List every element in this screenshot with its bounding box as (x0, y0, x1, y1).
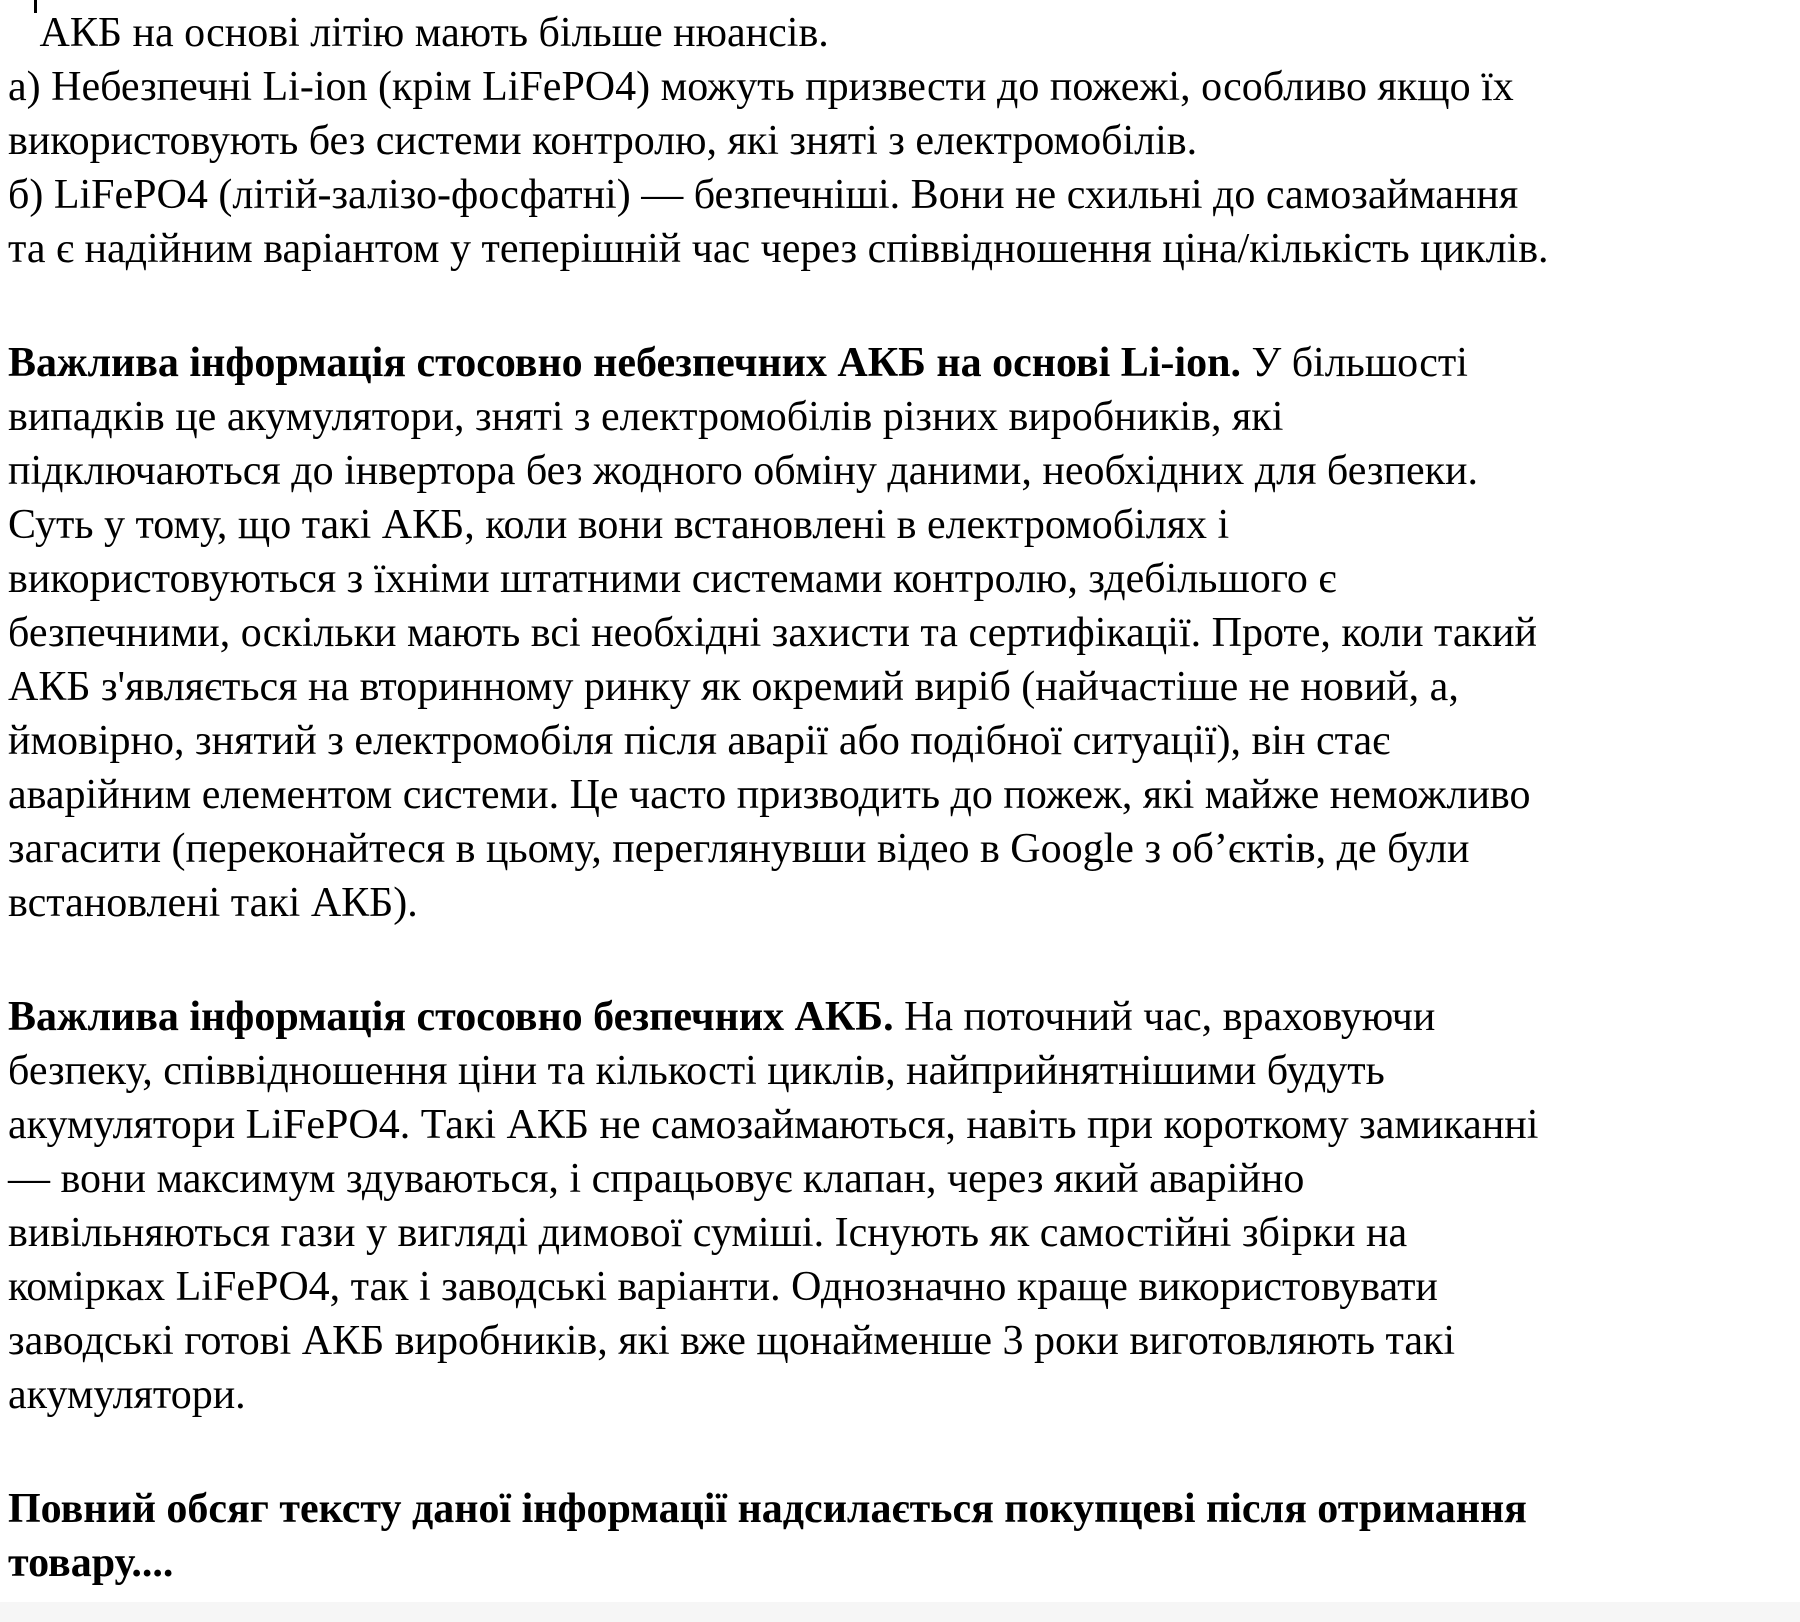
text-run: заводські готові АКБ виробників, які вже щонайменше 3 роки виготовляють такі (8, 1318, 1456, 1364)
text-line (8, 168, 1792, 222)
text-line (8, 1536, 1792, 1590)
text-run: б) LiFePO4 (літій-залізо-фосфатні) — безпечніші. Вони не схильні до самозаймання (8, 172, 1519, 218)
text-line (8, 390, 1792, 444)
text-line (8, 660, 1792, 714)
page-bottom-strip (0, 1602, 1800, 1622)
text-line (8, 1314, 1792, 1368)
text-run: та є надійним варіантом у теперішній час через співвідношення ціна/кількість циклів. (8, 226, 1549, 272)
text-run: використовують без системи контролю, які зняті з електромобілів. (8, 118, 1198, 164)
text-run: акумулятори LiFePO4. Такі АКБ не самозаймаються, навіть при короткому замиканні (8, 1102, 1539, 1148)
text-line (8, 444, 1792, 498)
text-line (8, 1044, 1792, 1098)
text-run: АКБ з'являється на вторинному ринку як окремий виріб (найчастіше не новий, а, (8, 664, 1459, 710)
text-run-bold: Повний обсяг тексту даної інформації надсилається покупцеві після отримання (8, 1486, 1527, 1532)
text-line (8, 714, 1792, 768)
text-line (8, 1260, 1792, 1314)
text-line (8, 1098, 1792, 1152)
text-line (8, 876, 1792, 930)
paragraph-important-unsafe-li-ion (8, 336, 1792, 930)
text-line (8, 114, 1792, 168)
text-line (8, 222, 1792, 276)
text-line (8, 1206, 1792, 1260)
text-run: підключаються до інвертора без жодного обміну даними, необхідних для безпеки. (8, 448, 1478, 494)
paragraph-important-safe-lifepo4 (8, 990, 1792, 1422)
text-line (8, 822, 1792, 876)
text-run: комірках LiFePO4, так і заводські варіанти. Однозначно краще використовувати (8, 1264, 1438, 1310)
text-run: На поточний час, враховуючи (893, 994, 1436, 1040)
text-line (8, 60, 1792, 114)
text-run-bold: Важлива інформація стосовно небезпечних АКБ на основі Li-ion. (8, 340, 1241, 386)
text-run: безпеку, співвідношення ціни та кількості циклів, найприйнятнішими будуть (8, 1048, 1385, 1094)
text-run: Суть у тому, що такі АКБ, коли вони встановлені в електромобілях і (8, 502, 1230, 548)
text-run: — вони максимум здуваються, і спрацьовує клапан, через який аварійно (8, 1156, 1305, 1202)
text-run: а) Небезпечні Li-ion (крім LiFePO4) можуть призвести до пожежі, особливо якщо їх (8, 64, 1514, 110)
text-run: вивільняються гази у вигляді димової суміші. Існують як самостійні збірки на (8, 1210, 1408, 1256)
text-run-bold: товару.... (8, 1540, 174, 1586)
text-run: аварійним елементом системи. Це часто призводить до пожеж, які майже неможливо (8, 772, 1531, 818)
text-line (8, 498, 1792, 552)
text-line (8, 768, 1792, 822)
text-run-bold: Важлива інформація стосовно безпечних АКБ. (8, 994, 894, 1040)
text-run: загасити (переконайтеся в цьому, переглянувши відео в Google з об’єктів, де були (8, 826, 1470, 872)
text-run: випадків це акумулятори, зняті з електромобілів різних виробників, які (8, 394, 1284, 440)
text-run: АКБ на основі літію мають більше нюансів. (8, 10, 829, 56)
text-line (8, 606, 1792, 660)
text-line (8, 1368, 1792, 1422)
text-run: У більшості (1240, 340, 1468, 386)
paragraph-intro-li-batteries (8, 6, 1792, 276)
text-run: безпечними, оскільки мають всі необхідні захисти та сертифікації. Проте, коли такий (8, 610, 1537, 656)
text-line (8, 990, 1792, 1044)
text-run: акумулятори. (8, 1372, 246, 1418)
text-line (8, 6, 1792, 60)
text-run: встановлені такі АКБ). (8, 880, 418, 926)
text-line (8, 1152, 1792, 1206)
paragraph-full-text-note (8, 1482, 1792, 1590)
text-line (8, 1482, 1792, 1536)
text-run: ймовірно, знятий з електромобіля після аварії або подібної ситуації), він стає (8, 718, 1391, 764)
text-run: використовуються з їхніми штатними системами контролю, здебільшого є (8, 556, 1337, 602)
text-line (8, 552, 1792, 606)
text-line (8, 336, 1792, 390)
